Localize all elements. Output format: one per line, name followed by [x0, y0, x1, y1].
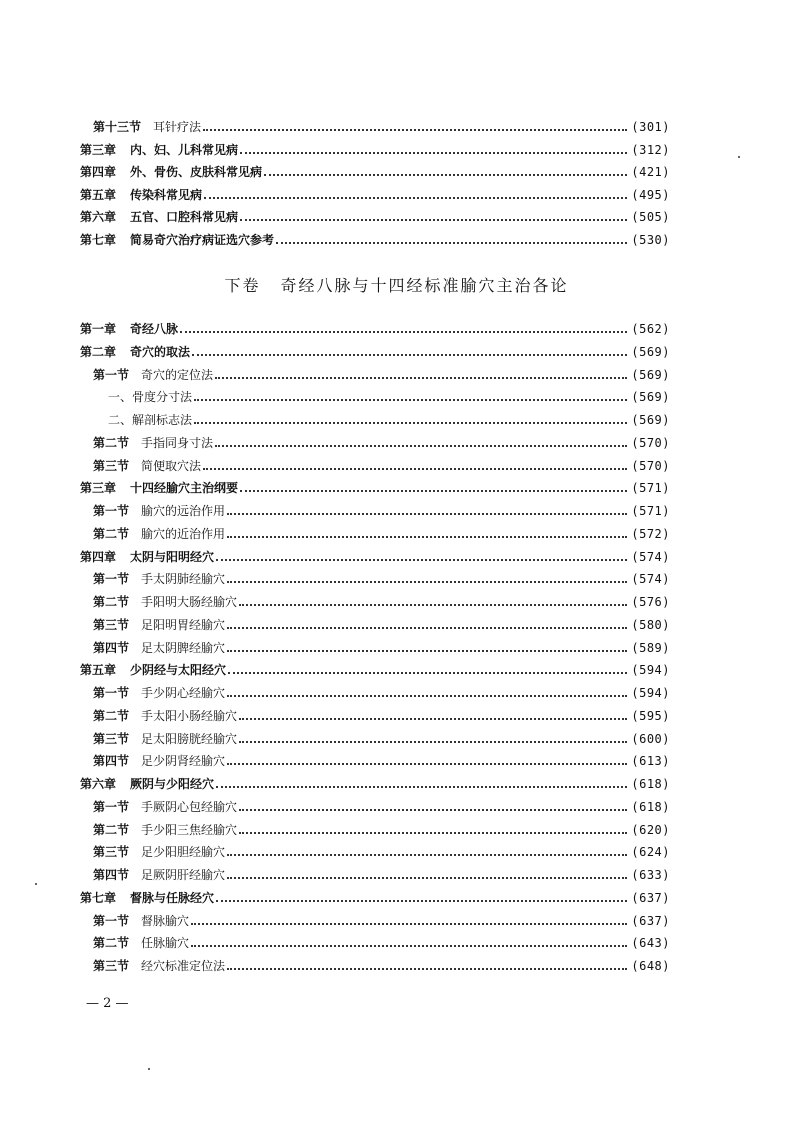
entry-page: (572): [631, 526, 670, 541]
dot-leader: [216, 559, 627, 561]
entry-page: (574): [631, 572, 670, 587]
entry-title: 足太阳膀胱经腧穴: [141, 731, 238, 746]
dot-leader: [228, 672, 627, 674]
dot-leader: [239, 832, 627, 834]
entry-title: 手阳明大肠经腧穴: [141, 595, 238, 609]
toc-section-entry: [93, 728, 670, 746]
entry-title: 足太阴脾经腧穴: [141, 640, 226, 655]
entry-number: 第三章: [80, 142, 117, 157]
entry-page: (530): [631, 233, 670, 247]
entry-page: (312): [631, 142, 670, 157]
dot-leader: [227, 627, 627, 629]
entry-number: 第一节: [93, 799, 130, 814]
dot-leader: [227, 650, 627, 652]
entry-title: 十四经腧穴主治纲要: [130, 481, 239, 496]
entry-page: (562): [631, 322, 670, 336]
dot-leader: [216, 786, 627, 788]
part-heading: [0, 273, 793, 296]
toc-chapter-entry: [80, 184, 670, 202]
dot-leader: [215, 377, 627, 379]
dot-leader: [227, 513, 627, 515]
entry-number: 第一节: [93, 504, 130, 518]
dot-leader: [191, 945, 627, 947]
entry-number: 第三节: [93, 845, 130, 860]
entry-number: 第三节: [93, 959, 130, 973]
entry-page: (594): [631, 686, 670, 700]
entry-page: (576): [631, 595, 670, 609]
entry-page: (648): [631, 959, 670, 973]
entry-title: 腧穴的近治作用: [141, 526, 226, 541]
entry-number: 第二节: [93, 708, 130, 723]
entry-title: 督脉腧穴: [141, 913, 190, 928]
entry-page: (574): [631, 549, 670, 564]
toc-chapter-entry: [80, 161, 670, 179]
dot-leader: [191, 923, 627, 925]
dot-leader: [192, 354, 627, 356]
entry-page: (589): [631, 640, 670, 655]
entry-title: 奇穴的定位法: [141, 367, 214, 382]
entry-number: 第三章: [80, 481, 117, 496]
dot-leader: [227, 695, 627, 697]
dot-leader: [240, 490, 627, 492]
entry-number: 第六章: [80, 777, 117, 791]
entry-number: 第三节: [93, 458, 130, 473]
entry-number: 第二节: [93, 435, 130, 450]
toc-section-entry: [93, 932, 670, 950]
entry-title: 简易奇穴治疗病证选穴参考: [130, 233, 275, 247]
toc-section-entry: [93, 500, 670, 518]
dot-leader: [239, 604, 627, 606]
dot-leader: [215, 445, 627, 447]
entry-number: 第四节: [93, 868, 130, 882]
entry-page: (618): [631, 799, 670, 814]
entry-number: 第一节: [93, 686, 130, 700]
dot-leader: [227, 877, 627, 879]
entry-number: 第七章: [80, 890, 117, 905]
dot-leader: [276, 242, 627, 244]
toc-subsection-entry: [108, 409, 670, 427]
entry-page: (570): [631, 435, 670, 450]
toc-chapter-entry: [80, 318, 670, 336]
toc-section-entry: [93, 568, 670, 586]
entry-page: (637): [631, 913, 670, 928]
toc-section-entry: [93, 750, 670, 768]
entry-number: 第十三节: [93, 120, 142, 134]
entry-title: 奇经八脉: [130, 322, 179, 336]
dot-leader: [227, 536, 627, 538]
entry-number: 第二节: [93, 595, 130, 609]
toc-section-entry: [93, 455, 670, 473]
part-title: 奇经八脉与十四经标准腧穴主治各论: [280, 276, 569, 295]
entry-title: 手太阴肺经腧穴: [141, 572, 226, 587]
entry-number: 第一章: [80, 322, 117, 336]
entry-page: (569): [631, 413, 670, 427]
entry-page: (569): [631, 390, 670, 405]
part-label: 下卷: [224, 276, 261, 295]
scan-speck: [738, 156, 740, 158]
entry-number: 第六章: [80, 210, 117, 225]
entry-number: 第三节: [93, 731, 130, 746]
toc-section-entry: [93, 910, 670, 928]
toc-chapter-entry: [80, 229, 670, 247]
entry-page: (580): [631, 617, 670, 632]
entry-page: (637): [631, 890, 670, 905]
toc-subsection-entry: [108, 386, 670, 404]
dot-leader: [227, 581, 627, 583]
entry-number: 第四章: [80, 165, 117, 180]
dot-leader: [227, 854, 627, 856]
entry-title: 少阴经与太阳经穴: [130, 663, 227, 678]
dot-leader: [227, 763, 627, 765]
entry-page: (620): [631, 822, 670, 837]
entry-page: (301): [631, 120, 670, 134]
entry-number: 第三节: [93, 617, 130, 632]
toc-section-entry: [93, 819, 670, 837]
entry-title: 一、骨度分寸法: [108, 390, 193, 405]
entry-title: 任脉腧穴: [141, 936, 190, 951]
toc-section-entry: [93, 955, 670, 973]
entry-title: 督脉与任脉经穴: [130, 890, 215, 905]
scan-speck: [35, 883, 37, 885]
entry-page: (571): [631, 504, 670, 518]
toc-chapter-entry: [80, 773, 670, 791]
toc-chapter-entry: [80, 477, 670, 495]
entry-title: 足少阴肾经腧穴: [141, 754, 226, 769]
dot-leader: [216, 900, 627, 902]
toc-section-entry: [93, 614, 670, 632]
entry-number: 第二节: [93, 822, 130, 837]
dot-leader: [239, 718, 627, 720]
page-number: — 2 —: [86, 996, 129, 1011]
entry-title: 五官、口腔科常见病: [130, 210, 239, 225]
dot-leader: [204, 197, 627, 199]
dot-leader: [240, 152, 627, 154]
entry-number: 第一节: [93, 913, 130, 928]
entry-page: (594): [631, 663, 670, 678]
entry-title: 二、解剖标志法: [108, 413, 193, 427]
toc-section-entry: [93, 116, 670, 134]
entry-page: (600): [631, 731, 670, 746]
entry-number: 第二节: [93, 936, 130, 951]
entry-page: (569): [631, 344, 670, 359]
dot-leader: [180, 331, 627, 333]
toc-section-entry: [93, 432, 670, 450]
toc-section-entry: [93, 841, 670, 859]
dot-leader: [203, 468, 627, 470]
entry-page: (421): [631, 165, 670, 180]
toc-section-entry: [93, 864, 670, 882]
entry-title: 腧穴的远治作用: [141, 504, 226, 518]
entry-title: 经穴标准定位法: [141, 959, 226, 973]
entry-number: 第一节: [93, 367, 130, 382]
entry-title: 手少阳三焦经腧穴: [141, 822, 238, 837]
entry-title: 手指同身寸法: [141, 435, 214, 450]
entry-number: 第四节: [93, 754, 130, 769]
entry-page: (571): [631, 481, 670, 496]
toc-chapter-entry: [80, 341, 670, 359]
entry-number: 第五章: [80, 663, 117, 678]
toc-chapter-entry: [80, 546, 670, 564]
entry-page: (624): [631, 845, 670, 860]
entry-page: (643): [631, 936, 670, 951]
entry-page: (613): [631, 754, 670, 769]
entry-title: 耳针疗法: [153, 120, 202, 134]
dot-leader: [240, 219, 627, 221]
toc-chapter-entry: [80, 659, 670, 677]
entry-title: 手少阴心经腧穴: [141, 686, 226, 700]
entry-title: 手太阳小肠经腧穴: [141, 708, 238, 723]
dot-leader: [264, 174, 627, 176]
entry-number: 第五章: [80, 187, 117, 202]
toc-chapter-entry: [80, 206, 670, 224]
entry-title: 简便取穴法: [141, 458, 202, 473]
toc-section-entry: [93, 364, 670, 382]
toc-chapter-entry: [80, 887, 670, 905]
dot-leader: [194, 422, 627, 424]
entry-number: 第二章: [80, 344, 117, 359]
toc-section-entry: [93, 591, 670, 609]
toc-section-entry: [93, 637, 670, 655]
toc-chapter-entry: [80, 139, 670, 157]
dot-leader: [227, 968, 627, 970]
entry-number: 第七章: [80, 233, 117, 247]
toc-section-entry: [93, 796, 670, 814]
entry-page: (569): [631, 367, 670, 382]
entry-title: 传染科常见病: [130, 187, 203, 202]
entry-title: 手厥阴心包经腧穴: [141, 799, 238, 814]
entry-title: 足阳明胃经腧穴: [141, 617, 226, 632]
entry-number: 第二节: [93, 526, 130, 541]
entry-page: (595): [631, 708, 670, 723]
entry-title: 奇穴的取法: [130, 344, 191, 359]
entry-title: 内、妇、儿科常见病: [130, 142, 239, 157]
entry-number: 第四节: [93, 640, 130, 655]
entry-number: 第四章: [80, 549, 117, 564]
entry-page: (495): [631, 187, 670, 202]
entry-title: 外、骨伤、皮肤科常见病: [130, 165, 263, 180]
entry-page: (570): [631, 458, 670, 473]
entry-number: 第一节: [93, 572, 130, 587]
dot-leader: [203, 129, 627, 131]
toc-section-entry: [93, 682, 670, 700]
entry-page: (505): [631, 210, 670, 225]
dot-leader: [239, 741, 627, 743]
dot-leader: [194, 399, 627, 401]
entry-page: (618): [631, 777, 670, 791]
entry-title: 厥阴与少阳经穴: [130, 777, 215, 791]
entry-title: 足厥阴肝经腧穴: [141, 868, 226, 882]
toc-section-entry: [93, 523, 670, 541]
scan-speck: [148, 1068, 150, 1070]
entry-title: 太阴与阳明经穴: [130, 549, 215, 564]
entry-title: 足少阳胆经腧穴: [141, 845, 226, 860]
toc-section-entry: [93, 705, 670, 723]
entry-page: (633): [631, 868, 670, 882]
dot-leader: [239, 809, 627, 811]
